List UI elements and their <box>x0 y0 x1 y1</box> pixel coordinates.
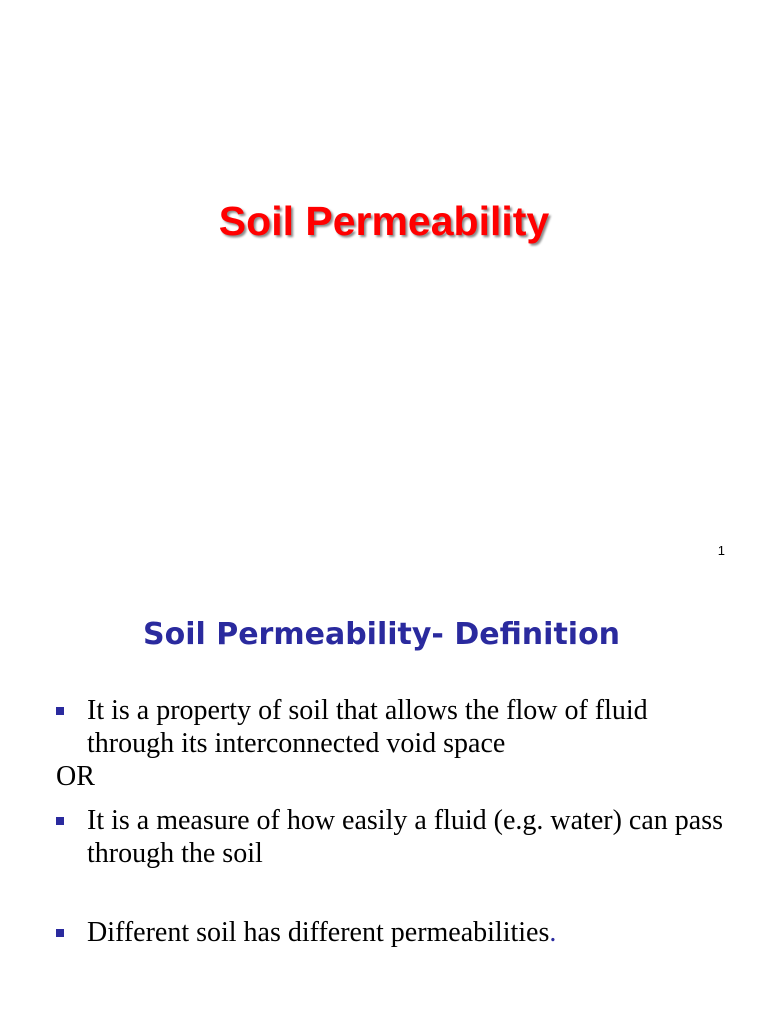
bullet-text: It is a measure of how easily a fluid (e.g. water) can pass through the soil <box>87 805 723 869</box>
slide-heading: Soil Permeability- Definition <box>143 617 621 652</box>
bullet-period: . <box>549 917 557 948</box>
bullet-text: It is a property of soil that allows the flow of fluid through its interconnected void space <box>87 695 648 759</box>
square-bullet-icon <box>56 929 64 937</box>
bullet-item <box>56 916 736 949</box>
page-number: 1 <box>717 543 725 558</box>
bullet-item <box>56 804 736 870</box>
square-bullet-icon <box>56 707 64 715</box>
slide-2 <box>0 576 768 1024</box>
bullet-row <box>56 694 736 760</box>
or-separator: OR <box>56 761 95 792</box>
square-bullet-icon <box>56 817 64 825</box>
bullet-text: Different soil has different permeabilities <box>87 917 550 948</box>
slide-title: Soil Permeability <box>218 198 550 244</box>
bullet-item <box>56 694 736 760</box>
bullet-row <box>56 916 736 949</box>
bullet-row <box>56 804 736 870</box>
